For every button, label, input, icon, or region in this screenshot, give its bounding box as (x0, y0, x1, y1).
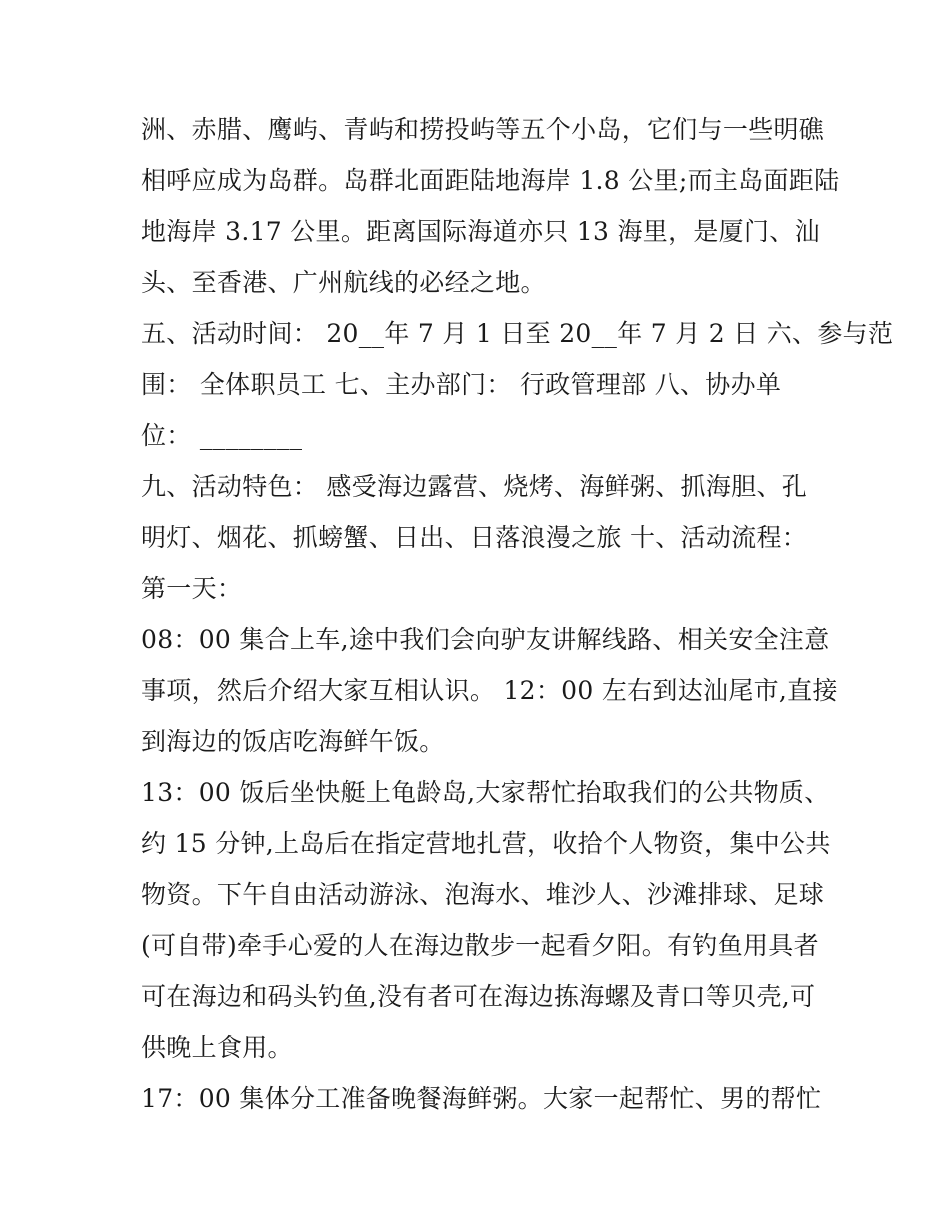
text-line: 17：00 集体分工准备晚餐海鲜粥。大家一起帮忙、男的帮忙 (141, 1084, 822, 1113)
text-line: 第一天： (141, 574, 243, 603)
text-line: 13：00 饭后坐快艇上龟龄岛,大家帮忙抬取我们的公共物质、 (141, 778, 830, 807)
text-line: 事项，然后介绍大家互相认识。 12：00 左右到达汕尾市,直接 (141, 676, 838, 705)
text-line: (可自带)牵手心爱的人在海边散步一起看夕阳。有钓鱼用具者 (141, 931, 819, 960)
text-line: 洲、赤腊、鹰屿、青屿和捞投屿等五个小岛，它们与一些明礁 (141, 115, 825, 144)
text-line: 约 15 分钟,上岛后在指定营地扎营，收拾个人物资，集中公共 (141, 829, 831, 858)
text-line: 头、至香港、广州航线的必经之地。 (141, 268, 546, 297)
text-line: 位： ________ (141, 421, 303, 450)
text-line: 明灯、烟花、抓螃蟹、日出、日落浪漫之旅 十、活动流程： (141, 523, 808, 552)
text-line: 到海边的饭店吃海鲜午饭。 (141, 727, 445, 756)
text-line: 供晚上食用。 (141, 1033, 293, 1062)
text-line: 08：00 集合上车,途中我们会向驴友讲解线路、相关安全注意 (141, 625, 830, 654)
text-line: 地海岸 3.17 公里。距离国际海道亦只 13 海里，是厦门、汕 (141, 217, 820, 246)
text-line: 九、活动特色： 感受海边露营、烧烤、海鲜粥、抓海胆、孔 (141, 472, 808, 501)
text-line: 相呼应成为岛群。岛群北面距陆地海岸 1.8 公里;而主岛面距陆 (141, 166, 840, 195)
text-line: 物资。下午自由活动游泳、泡海水、堆沙人、沙滩排球、足球 (141, 880, 825, 909)
text-line: 围： 全体职员工 七、主办部门： 行政管理部 八、协办单 (141, 370, 782, 399)
text-line: 五、活动时间： 20__年 7 月 1 日至 20__年 7 月 2 日 六、参与范 (141, 319, 894, 348)
text-line: 可在海边和码头钓鱼,没有者可在海边拣海螺及青口等贝壳,可 (141, 982, 816, 1011)
